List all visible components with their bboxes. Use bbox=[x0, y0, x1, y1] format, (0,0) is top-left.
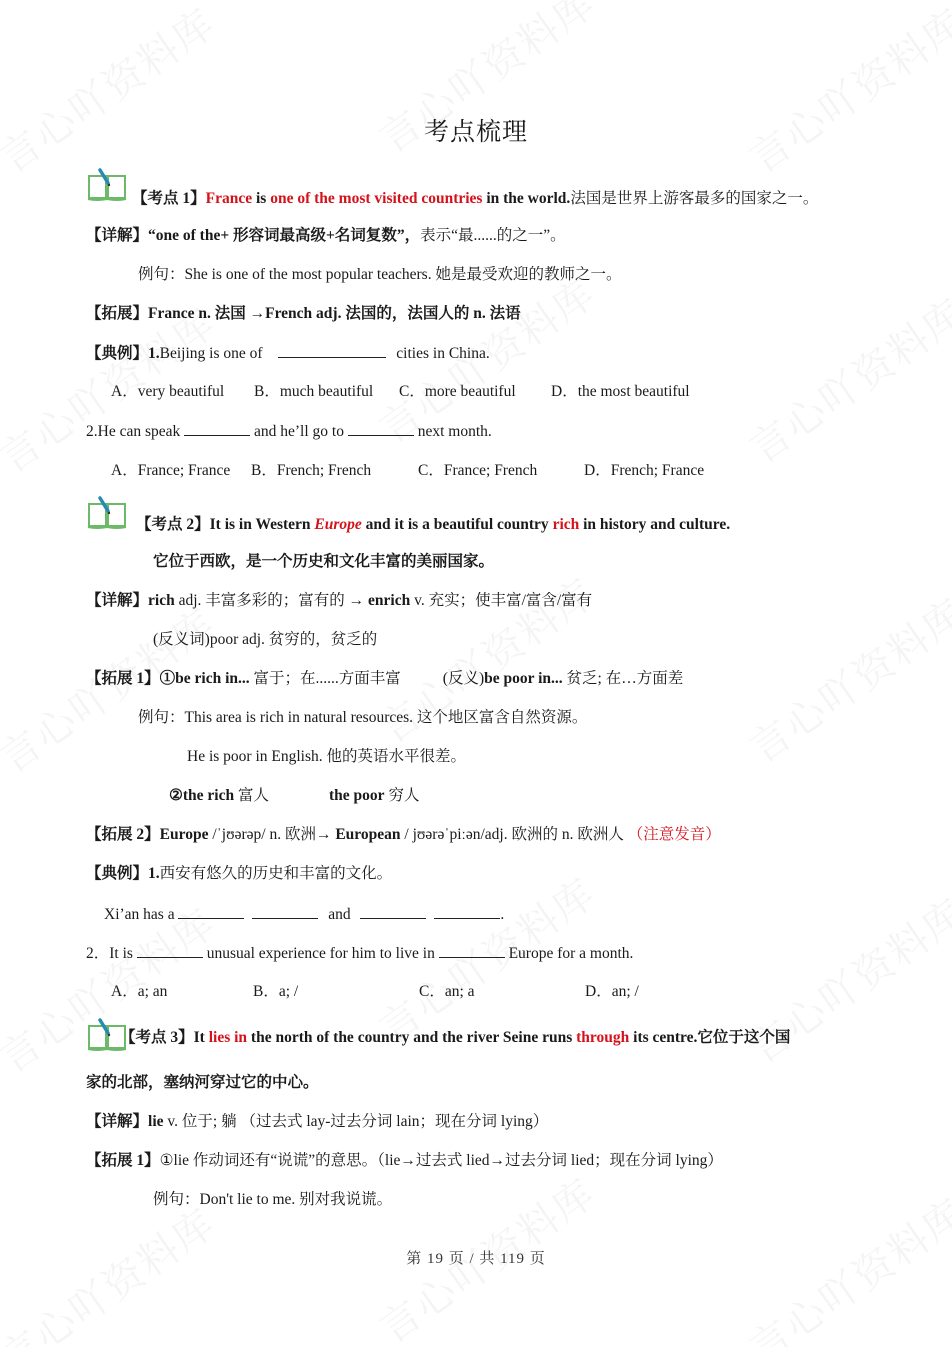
kp2-extension-1: 【拓展 1】①be rich in... 富于；在......方面丰富 (反义)be poor in... 贫乏; 在…方面差 bbox=[86, 670, 684, 687]
kp3-tag: 【考点 3】 bbox=[120, 1029, 194, 1046]
option-d[interactable]: D．an; / bbox=[585, 983, 639, 1000]
kp3-extension-1: 【拓展 1】①lie 作动词还有“说谎”的意思。（lie→过去式 lied→过去分词 lied；现在分词 lying） bbox=[86, 1152, 723, 1169]
option-a[interactable]: A．very beautiful bbox=[111, 383, 225, 400]
option-b[interactable]: B．much beautiful bbox=[254, 383, 374, 400]
answer-blank[interactable] bbox=[360, 904, 426, 919]
kp1-example: 例句：She is one of the most popular teachers. 她是最受欢迎的教师之一。 bbox=[138, 266, 622, 283]
kp1-translation: 法国是世界上游客最多的国家之一。 bbox=[570, 190, 819, 207]
kp2-detail-antonym: (反义词)poor adj. 贫穷的，贫乏的 bbox=[153, 631, 378, 648]
kp1-q1-options bbox=[111, 382, 690, 402]
kp2-example-2: He is poor in English. 他的英语水平很差。 bbox=[187, 748, 466, 765]
kp1-detail: 【详解】“one of the+ 形容词最高级+名词复数”，表示“最......的之一”。 bbox=[86, 227, 566, 244]
option-d[interactable]: D．French; France bbox=[584, 462, 705, 479]
watermark bbox=[736, 0, 952, 184]
kp2-q2-options bbox=[111, 982, 639, 1002]
watermark bbox=[0, 0, 226, 184]
answer-blank[interactable] bbox=[439, 943, 505, 958]
answer-blank[interactable] bbox=[348, 421, 414, 436]
kp1-extension: 【拓展】France n. 法国 →French adj. 法国的，法国人的 n. 法语 bbox=[86, 305, 521, 322]
kp2-example-1: 例句：This area is rich in natural resources. 这个地区富含自然资源。 bbox=[138, 709, 588, 726]
option-d[interactable]: D．the most beautiful bbox=[551, 383, 690, 400]
kp2-tag: 【考点 2】 bbox=[136, 516, 210, 533]
watermark bbox=[736, 283, 952, 474]
watermark bbox=[0, 1193, 226, 1347]
kp3-heading: 【考点 3】It lies in the north of the country and the river Seine runs through its centre.它位于这个国 bbox=[120, 1029, 791, 1046]
option-a[interactable]: A．a; an bbox=[111, 983, 168, 1000]
answer-blank[interactable] bbox=[184, 421, 250, 436]
kp2-question-2: 2．It is unusual experience for him to live in Europe for a month. bbox=[86, 945, 634, 962]
option-a[interactable]: A．France; France bbox=[111, 462, 231, 479]
kp1-tag: 【考点 1】 bbox=[132, 190, 206, 207]
kp1-question-2: 2.He can speak and he’ll go to next month. bbox=[86, 423, 492, 440]
kp2-question-1: 【典例】1.西安有悠久的历史和丰富的文化。 bbox=[86, 865, 393, 882]
kp2-rich-poor: ②the rich 富人 the poor 穷人 bbox=[169, 787, 420, 804]
option-c[interactable]: C．more beautiful bbox=[399, 383, 516, 400]
open-book-pencil-icon bbox=[86, 496, 128, 530]
answer-blank[interactable] bbox=[137, 943, 203, 958]
kp2-question-1-fill: Xi’an has a and . bbox=[104, 906, 505, 923]
kp1-q2-options bbox=[111, 461, 704, 481]
open-book-pencil-icon bbox=[86, 168, 128, 202]
option-c[interactable]: C．France; French bbox=[418, 462, 538, 479]
kp1-question-1: 【典例】1.Beijing is one of cities in China. bbox=[86, 345, 490, 362]
option-c[interactable]: C．an; a bbox=[419, 983, 475, 1000]
page-number-footer: 第 19 页 / 共 119 页 bbox=[406, 1251, 546, 1267]
kp3-detail: 【详解】lie v. 位于; 躺 （过去式 lay-过去分词 lain；现在分词 lying） bbox=[86, 1113, 549, 1130]
answer-blank[interactable] bbox=[178, 904, 244, 919]
pronunciation-note: （注意发音） bbox=[627, 826, 721, 843]
option-b[interactable]: B．a; / bbox=[253, 983, 299, 1000]
kp1-heading: 【考点 1】France is one of the most visited countries in the world.法国是世界上游客最多的国家之一。 bbox=[132, 190, 819, 207]
kp2-detail: 【详解】rich adj. 丰富多彩的；富有的 → enrich v. 充实；使丰富/富含/富有 bbox=[86, 592, 593, 609]
page-title: 考点梳理 bbox=[423, 119, 528, 146]
option-b[interactable]: B．French; French bbox=[251, 462, 372, 479]
kp3-example: 例句：Don't lie to me. 别对我说谎。 bbox=[153, 1191, 393, 1208]
kp2-translation: 它位于西欧，是一个历史和文化丰富的美丽国家。 bbox=[153, 553, 495, 570]
answer-blank[interactable] bbox=[278, 343, 386, 358]
kp2-heading: 【考点 2】It is in Western Europe and it is a beautiful country rich in history and culture. bbox=[136, 516, 731, 533]
watermark bbox=[736, 583, 952, 774]
answer-blank[interactable] bbox=[252, 904, 318, 919]
kp3-translation: 家的北部，塞纳河穿过它的中心。 bbox=[86, 1074, 319, 1091]
kp2-extension-2: 【拓展 2】Europe /ˈjʊərəp/ n. 欧洲→ European / jʊərəˈpiːən/adj. 欧洲的 n. 欧洲人 （注意发音） bbox=[86, 826, 721, 843]
answer-blank[interactable] bbox=[434, 904, 500, 919]
